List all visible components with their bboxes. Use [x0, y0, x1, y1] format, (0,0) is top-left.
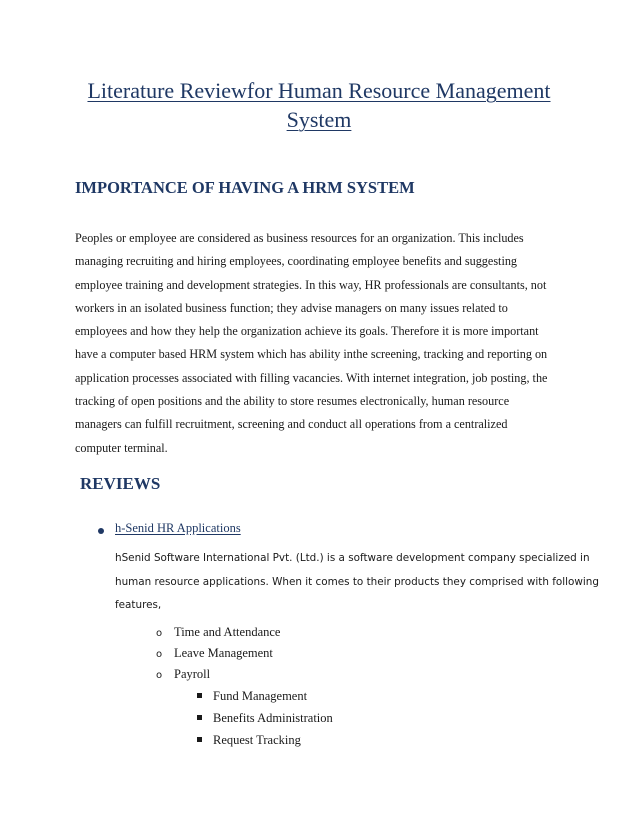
- feature-item-time-attendance: [156, 625, 280, 640]
- paragraph-line: employees and how they help the organization achieve its goals. Therefore it is more important: [75, 324, 539, 339]
- paragraph-line: managing recruiting and hiring employees, coordinating employee benefits and suggesting: [75, 254, 518, 269]
- hollow-circle-bullet-icon: o: [156, 628, 163, 639]
- paragraph-line: computer terminal.: [75, 440, 168, 455]
- filled-square-bullet-icon: [197, 737, 202, 742]
- payroll-item-fund-management: [197, 689, 307, 704]
- paragraph-line: tracking of open positions and the ability to store resumes electronically, human resource: [75, 394, 510, 409]
- review-description-line: human resource applications. When it comes to their products they comprised with following: [115, 575, 599, 588]
- importance-paragraph: [75, 227, 571, 460]
- filled-square-bullet-icon: [197, 693, 202, 698]
- feature-label: Time and Attendance: [174, 625, 281, 639]
- document-title: [60, 76, 578, 134]
- payroll-item-request-tracking: [197, 733, 301, 748]
- hollow-circle-bullet-icon: o: [156, 670, 163, 681]
- payroll-feature-label: Fund Management: [213, 689, 308, 703]
- payroll-feature-label: Benefits Administration: [213, 711, 333, 725]
- filled-square-bullet-icon: [197, 715, 202, 720]
- review-description: [115, 547, 599, 618]
- payroll-feature-label: Request Tracking: [213, 733, 301, 747]
- filled-circle-bullet-icon: [98, 528, 104, 534]
- review-title-link[interactable]: h-Senid HR Applications: [115, 521, 241, 535]
- paragraph-line: application processes associated with filling vacancies. With internet integration, job posting, the: [75, 370, 548, 385]
- paragraph-line: workers in an isolated business function; they advise managers on many issues related to: [75, 300, 508, 315]
- feature-item-leave-management: [156, 646, 273, 661]
- feature-label: Leave Management: [174, 646, 273, 660]
- paragraph-line: have a computer based HRM system which has ability inthe screening, tracking and reporting on: [75, 347, 548, 362]
- paragraph-line: employee training and development strategies. In this way, HR professionals are consultants, not: [75, 277, 547, 292]
- paragraph-line: Peoples or employee are considered as business resources for an organization. This includes: [75, 231, 524, 245]
- title-line-2: System: [286, 107, 352, 132]
- paragraph-line: managers can fulfill recruitment, screening and conduct all operations from a centralized: [75, 417, 508, 432]
- hollow-circle-bullet-icon: o: [156, 649, 163, 660]
- title-line-1: Literature Reviewfor Human Resource Management: [87, 78, 551, 103]
- feature-label: Payroll: [174, 667, 211, 681]
- review-description-line: features,: [115, 599, 162, 611]
- review-description-line: hSenid Software International Pvt. (Ltd.) is a software development company specialized in: [115, 552, 590, 564]
- feature-item-payroll: [156, 667, 210, 682]
- payroll-item-benefits-administration: [197, 711, 333, 726]
- section-heading-reviews: REVIEWS: [80, 474, 161, 493]
- section-heading-importance: IMPORTANCE OF HAVING A HRM SYSTEM: [75, 178, 415, 197]
